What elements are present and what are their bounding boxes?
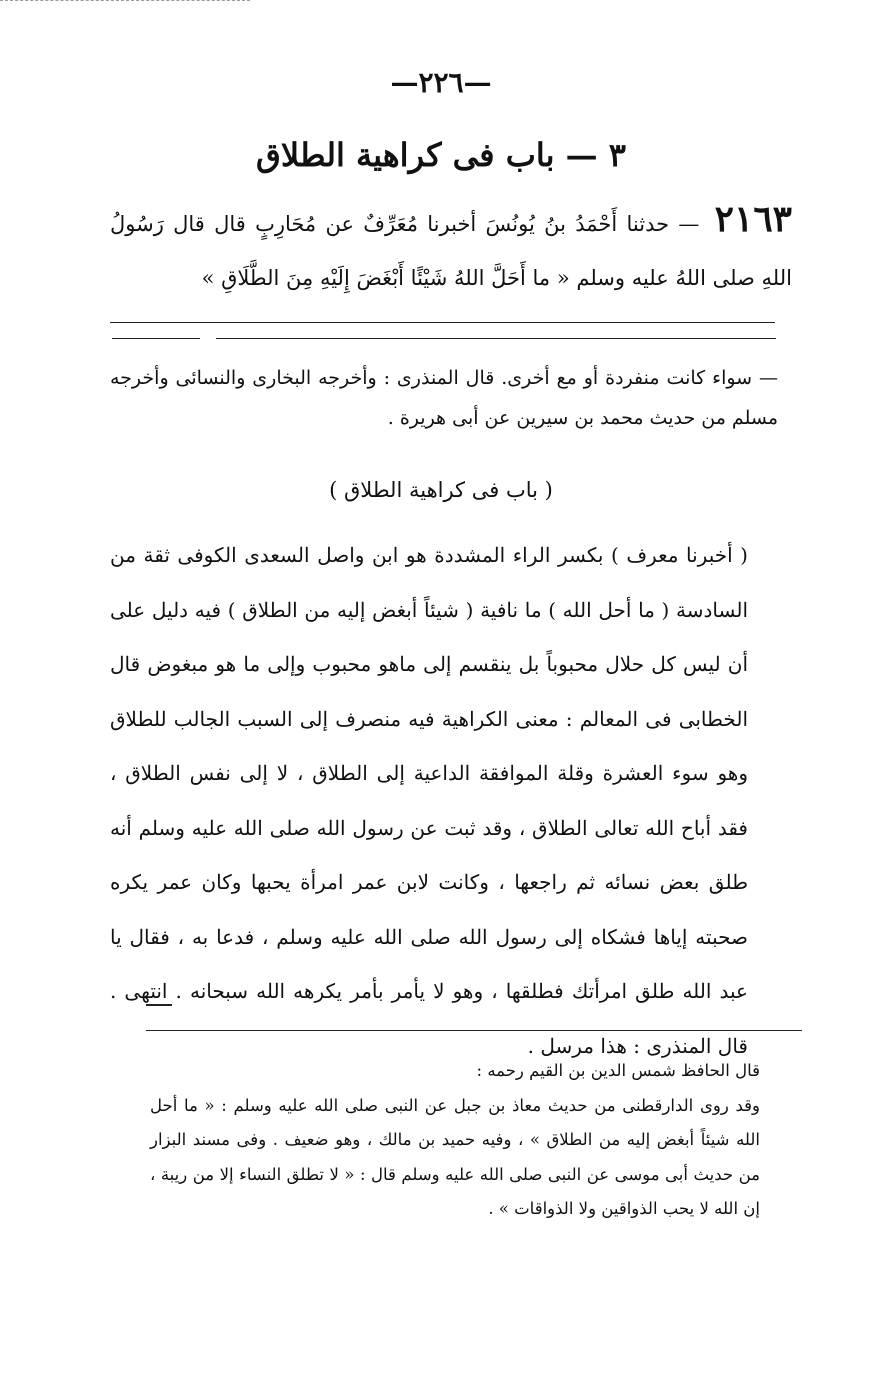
commentary-end-dash	[146, 1004, 172, 1006]
footnote-divider	[146, 1030, 802, 1031]
hadith-number: ٢١٦٣	[714, 198, 792, 240]
commentary-body	[110, 528, 778, 1073]
hadith-text: — حدثنا أَحْمَدُ بنُ يُونُسَ أخبرنا مُعَرِّفٌ عن مُحَارِبٍ قال قال رَسُولُ اللهِ صلى اللهُ عليه وسلم « ما أَحَلَّ اللهُ شَيْئًا أَبْغَضَ إِلَيْهِ مِنَ الطَّلَاقِ »	[110, 212, 792, 290]
chapter-title: ٣ — باب فى كراهية الطلاق	[256, 136, 626, 174]
commentary-divider-long	[216, 338, 776, 339]
section-heading: ( باب فى كراهية الطلاق )	[329, 478, 553, 502]
page-number: —٢٢٦—	[390, 66, 492, 99]
hadith-block	[110, 192, 792, 305]
hadith-divider	[110, 322, 775, 323]
commentary-divider-short	[112, 338, 200, 339]
footnote-heading: قال الحافظ شمس الدين بن القيم رحمه :	[476, 1061, 760, 1080]
footnote-block	[150, 1054, 790, 1227]
commentary-intro	[110, 358, 778, 438]
footnote-text: وقد روى الدارقطنى من حديث معاذ بن جبل عن النبى صلى الله عليه وسلم : « ما أحل الله شيئاً أبغض إليه من الطلاق » ، وفيه حميد بن مالك ، وهو ضعيف . وفى مسند البزار من حديث أبى موسى عن النبى صلى الله عليه وسلم قال : « لا تطلق النساء إلا من ريبة ، إن الله لا يحب الذواقين ولا الذواقات » .	[150, 1095, 760, 1218]
commentary-intro-text: — سواء كانت منفردة أو مع أخرى. قال المنذرى : وأخرجه البخارى والنسائى وأخرجه مسلم من حديث محمد بن سيرين عن أبى هريرة .	[110, 367, 778, 429]
commentary-body-text: ( أخبرنا معرف ) بكسر الراء المشددة هو ابن واصل السعدى الكوفى ثقة من السادسة ( ما أحل الله ) ما نافية ( شيئاً أبغض إليه من الطلاق ) فيه دليل على أن ليس كل حلال محبوباً بل ينقسم إلى ماهو محبوب وإلى ما هو مبغوض قال الخطابى فى المعالم : معنى الكراهية فيه منصرف إلى السبب الجالب للطلاق وهو سوء العشرة وقلة الموافقة الداعية إلى الطلاق ، لا إلى نفس الطلاق ، فقد أباح الله تعالى الطلاق ، وقد ثبت عن رسول الله صلى الله عليه وسلم أنه طلق بعض نسائه ثم راجعها ، وكانت لابن عمر امرأة يحبها وكان عمر يكره صحبته إياها فشكاه إلى رسول الله صلى الله عليه وسلم ، فدعا به ، فقال يا عبد الله طلق امرأتك فطلقها ، وهو لا يأمر بأمر يكرهه الله سبحانه . انتهى . قال المنذرى : هذا مرسل .	[110, 543, 748, 1058]
